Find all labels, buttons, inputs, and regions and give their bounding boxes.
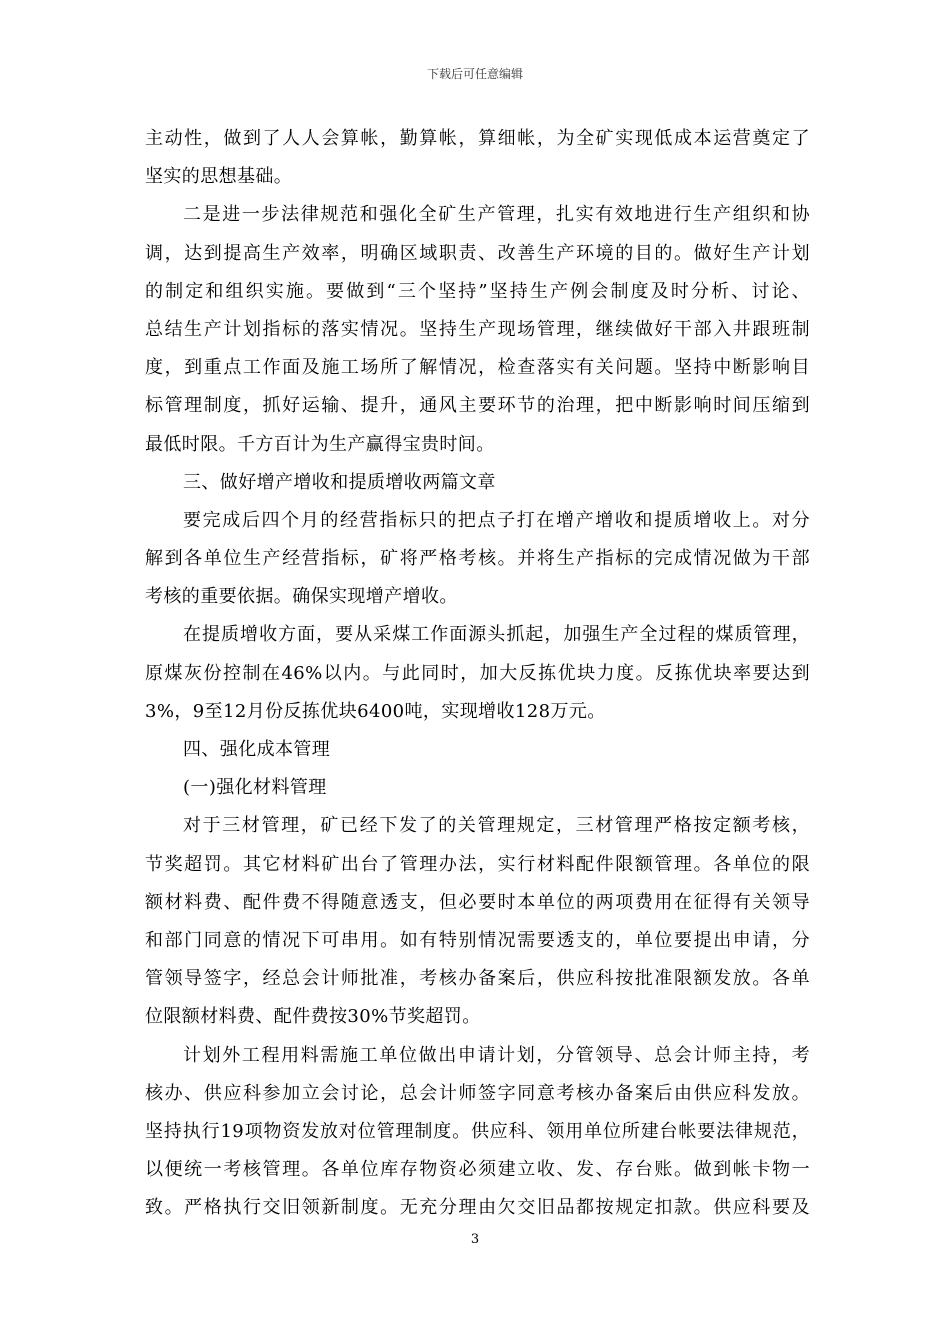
- text-line: 解到各单位生产经营指标，矿将严格考核。并将生产指标的完成情况做为干部: [145, 548, 810, 570]
- text-line: 调，达到提高生产效率，明确区域职责、改善生产环境的目的。做好生产计划: [145, 242, 810, 264]
- text-line: 考核的重要依据。确保实现增产增收。: [145, 586, 458, 608]
- text-line: 二是进一步法律规范和强化全矿生产管理，扎实有效地进行生产组织和协: [183, 204, 810, 226]
- text-line: 度，到重点工作面及施工场所了解情况，检查落实有关问题。坚持中断影响目: [145, 357, 810, 379]
- text-line: 的制定和组织实施。要做到“三个坚持”坚持生产例会制度及时分析、讨论、: [145, 280, 810, 302]
- text-line: 位限额材料费、配件费按30%节奖超罚。: [145, 1006, 481, 1028]
- text-line: 管领导签字，经总会计师批准，考核办备案后，供应科按批准限额发放。各单: [145, 968, 810, 990]
- text-line: (一)强化材料管理: [183, 777, 327, 799]
- text-line: 核办、供应科参加立会讨论，总会计师签字同意考核办备案后由供应科发放。: [145, 1082, 810, 1104]
- text-line: 和部门同意的情况下可串用。如有特别情况需要透支的，单位要提出申请，分: [145, 929, 810, 951]
- text-line: 三、做好增产增收和提质增收两篇文章: [183, 471, 496, 493]
- text-line: 标管理制度，抓好运输、提升，通风主要环节的治理，把中断影响时间压缩到: [145, 395, 810, 417]
- text-line: 对于三材管理，矿已经下发了的关管理规定，三材管理严格按定额考核，: [183, 815, 810, 837]
- text-line: 额材料费、配件费不得随意透支，但必要时本单位的两项费用在征得有关领导: [145, 891, 810, 913]
- text-line: 坚持执行19项物资发放对位管理制度。供应科、领用单位所建台帐要法律规范，: [145, 1120, 810, 1142]
- text-line: 致。严格执行交旧领新制度。无充分理由欠交旧品都按规定扣款。供应科要及: [145, 1197, 810, 1219]
- page-number: 3: [470, 1232, 480, 1247]
- text-line: 主动性，做到了人人会算帐，勤算帐，算细帐，为全矿实现低成本运营奠定了: [145, 128, 810, 149]
- text-line: 四、强化成本管理: [183, 739, 331, 760]
- document-body: [145, 120, 810, 1227]
- text-line: 总结生产计划指标的落实情况。坚持生产现场管理，继续做好干部入井跟班制: [145, 318, 810, 340]
- page-header: 下载后可任意编辑: [426, 67, 523, 81]
- text-line: 计划外工程用料需施工单位做出申请计划，分管领导、总会计师主持，考: [183, 1044, 810, 1066]
- text-line: 原煤灰份控制在46%以内。与此同时，加大反拣优块力度。反拣优块率要达到: [145, 662, 810, 684]
- text-line: 最低时限。千方百计为生产赢得宝贵时间。: [145, 433, 495, 455]
- text-line: 在提质增收方面，要从采煤工作面源头抓起，加强生产全过程的煤质管理，: [183, 624, 810, 646]
- text-line: 要完成后四个月的经营指标只的把点子打在增产增收和提质增收上。对分: [183, 509, 810, 531]
- text-line: 坚实的思想基础。: [145, 166, 293, 188]
- text-line: 3%，9至12月份反拣优块6400吨，实现增收128万元。: [145, 700, 606, 722]
- text-line: 节奖超罚。其它材料矿出台了管理办法，实行材料配件限额管理。各单位的限: [145, 853, 810, 875]
- text-line: 以便统一考核管理。各单位库存物资必须建立收、发、存台账。做到帐卡物一: [145, 1159, 810, 1181]
